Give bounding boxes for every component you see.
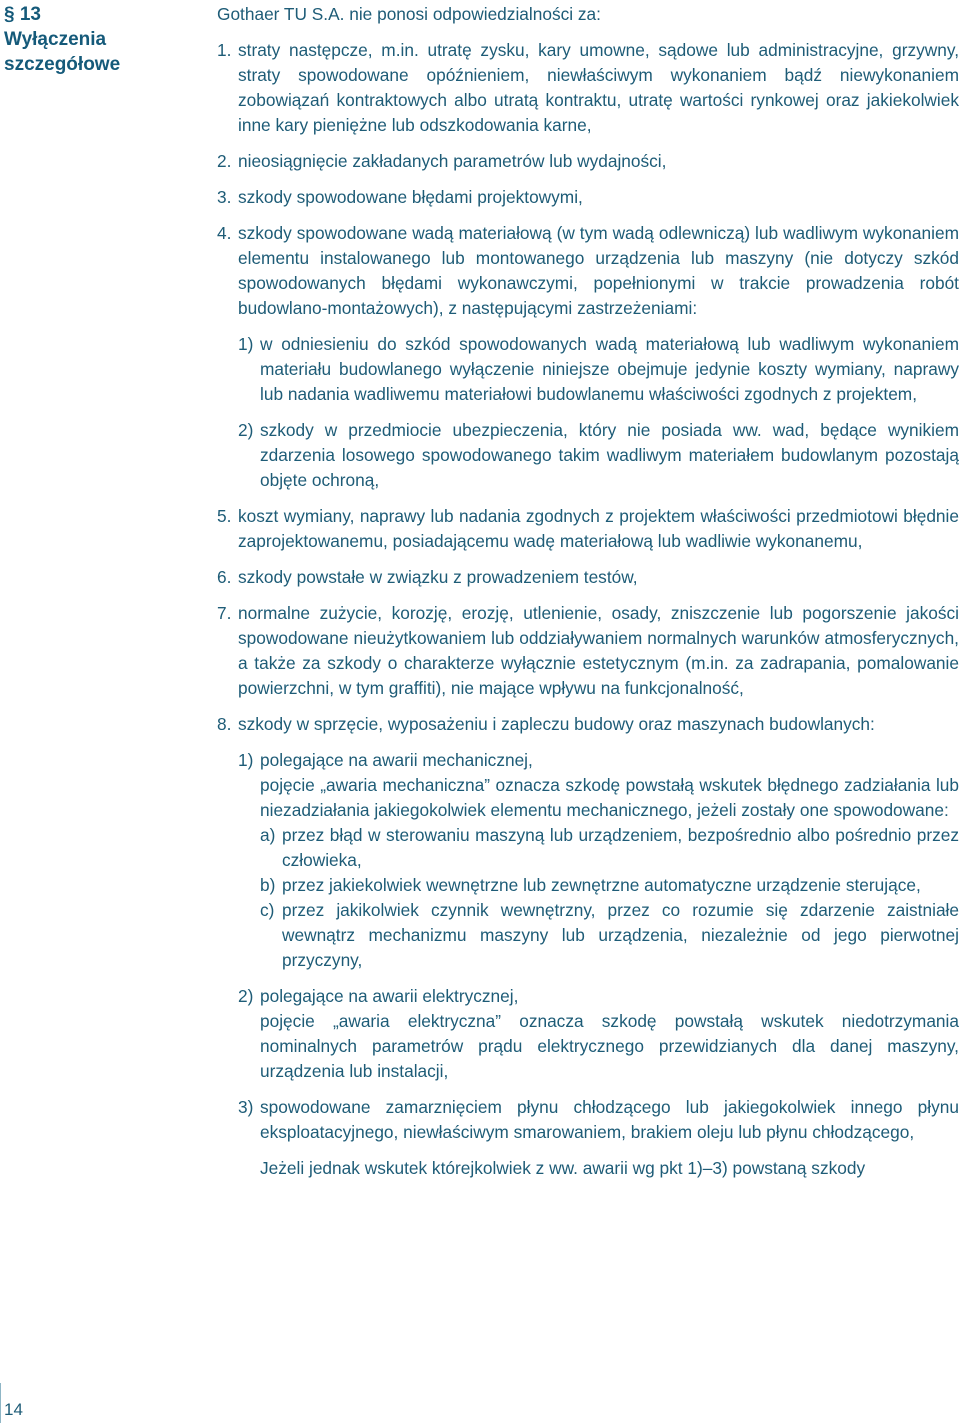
section-title: Wyłączenia szczegółowe bbox=[4, 29, 121, 75]
item8-subitem-1 bbox=[217, 748, 959, 973]
item8-subitem-3 bbox=[217, 1095, 959, 1145]
letter-label: b) bbox=[260, 875, 276, 895]
intro-text: Gothaer TU S.A. nie ponosi odpowiedzialności za: bbox=[217, 4, 601, 24]
list-item-1 bbox=[217, 38, 959, 138]
item-label: 5. bbox=[217, 506, 232, 526]
margin-rule bbox=[0, 1383, 1, 1423]
closing-text: Jeżeli jednak wskutek którejkolwiek z ww. awarii wg pkt 1)–3) powstaną szkody bbox=[260, 1158, 866, 1178]
item-label: 3. bbox=[217, 187, 232, 207]
letter-label: a) bbox=[260, 825, 276, 845]
list-item-3 bbox=[217, 185, 959, 210]
letter-list bbox=[260, 823, 959, 973]
item-text: szkody w sprzęcie, wyposażeniu i zapleczu budowy oraz maszynach budowlanych: bbox=[238, 714, 875, 734]
item-text: szkody powstałe w związku z prowadzeniem testów, bbox=[238, 567, 638, 587]
subitem-text: spowodowane zamarznięciem płynu chłodzącego lub jakiegokolwiek innego płynu eksploatacyjnego, niewłaściwym smarowaniem, brakiem oleju lub płynu chłodzącego, bbox=[260, 1097, 959, 1142]
item-label: 8. bbox=[217, 714, 232, 734]
item-label: 4. bbox=[217, 223, 232, 243]
letter-item-b bbox=[260, 873, 959, 898]
subitem-label: 2) bbox=[238, 420, 254, 440]
subitem-text: pojęcie „awaria mechaniczna” oznacza szkodę powstałą wskutek błędnego zadziałania lub niezadziałania jakiegokolwiek elementu mechanicznego, jeżeli zostały one spowodowane: bbox=[260, 775, 959, 820]
list-item-5 bbox=[217, 504, 959, 554]
letter-text: przez jakikolwiek czynnik wewnętrzny, przez co rozumie się zdarzenie zaistniałe wewnątrz mechanizmu maszyny lub urządzenia, niezależnie od jego pierwotnej przyczyny, bbox=[282, 900, 959, 970]
list-item-2 bbox=[217, 149, 959, 174]
letter-item-a bbox=[260, 823, 959, 873]
list-item-4 bbox=[217, 221, 959, 321]
item-label: 7. bbox=[217, 603, 232, 623]
letter-text: przez błąd w sterowaniu maszyną lub urządzeniem, bezpośrednio albo pośrednio przez człowieka, bbox=[282, 825, 959, 870]
letter-item-c bbox=[260, 898, 959, 973]
item-label: 2. bbox=[217, 151, 232, 171]
subitem-text: pojęcie „awaria elektryczna” oznacza szkodę powstałą wskutek niedotrzymania nominalnych parametrów prądu elektrycznego przewidzianych dla danej maszyny, urządzenia lub instalacji, bbox=[260, 1011, 959, 1081]
letter-text: przez jakiekolwiek wewnętrzne lub zewnętrzne automatyczne urządzenie sterujące, bbox=[282, 875, 921, 895]
item-text: koszt wymiany, naprawy lub nadania zgodnych z projektem właściwości przedmiotowi błędnie zaprojektowanemu, posiadającemu wadę materiałową lub wadliwie wykonanemu, bbox=[238, 506, 959, 551]
subitem-label: 1) bbox=[238, 750, 254, 770]
subitem-label: 1) bbox=[238, 334, 254, 354]
document-body bbox=[217, 2, 959, 1181]
subitem-title: polegające na awarii mechanicznej, bbox=[260, 750, 533, 770]
list-item-7 bbox=[217, 601, 959, 701]
page-number: 14 bbox=[4, 1400, 23, 1419]
item-text: normalne zużycie, korozję, erozję, utlenienie, osady, zniszczenie lub pogorszenie jakości spowodowane nieużytkowaniem lub oddziaływaniem normalnych warunków atmosferycznych, a także za szkody o charakterze wyłącznie estetycznym (m.in. za zadrapania, pomalowanie powierzchni, w tym graffiti), nie mające wpływu na funkcjonalność, bbox=[238, 603, 959, 698]
subitem-label: 3) bbox=[238, 1097, 254, 1117]
list-item-8 bbox=[217, 712, 959, 737]
section-number: § 13 bbox=[4, 4, 41, 25]
item-text: szkody spowodowane wadą materiałową (w tym wadą odlewniczą) lub wadliwym wykonaniem elementu instalowanego lub montowanego urządzenia lub maszyny (nie dotyczy szkód spowodowanych błędami wykonawczymi, popełnionymi w trakcie prowadzenia robót budowlano-montażowych), z następującymi zastrzeżeniami: bbox=[238, 223, 959, 318]
item8-subitem-2 bbox=[217, 984, 959, 1084]
list-item-6 bbox=[217, 565, 959, 590]
item-text: szkody spowodowane błędami projektowymi, bbox=[238, 187, 583, 207]
item-label: 1. bbox=[217, 40, 232, 60]
subitem-text: w odniesieniu do szkód spowodowanych wadą materiałową lub wadliwym wykonaniem materiału budowlanego wyłączenie niniejsze obejmuje jedynie koszty wymiany, naprawy lub nadania wadliwemu materiałowi budowlanemu właściwości zgodnych z projektem, bbox=[260, 334, 959, 404]
item-text: nieosiągnięcie zakładanych parametrów lub wydajności, bbox=[238, 151, 667, 171]
letter-label: c) bbox=[260, 900, 275, 920]
section-heading bbox=[4, 2, 154, 77]
subitem-text: szkody w przedmiocie ubezpieczenia, który nie posiada ww. wad, będące wynikiem zdarzenia losowego spowodowanego takim wadliwym materiałem budowlanym pozostają objęte ochroną, bbox=[260, 420, 959, 490]
item4-subitem-2 bbox=[217, 418, 959, 493]
item4-subitem-1 bbox=[217, 332, 959, 407]
item-text: straty następcze, m.in. utratę zysku, kary umowne, sądowe lub administracyjne, grzywny, straty spowodowane opóźnieniem, niewłaściwym wykonaniem bądź niewykonaniem zobowiązań kontraktowych albo utratą kontraktu, utratę wartości rynkowej oraz jakiekolwiek inne kary pieniężne lub odszkodowania karne, bbox=[238, 40, 959, 135]
subitem-label: 2) bbox=[238, 986, 254, 1006]
subitem-title: polegające na awarii elektrycznej, bbox=[260, 986, 519, 1006]
item-label: 6. bbox=[217, 567, 232, 587]
